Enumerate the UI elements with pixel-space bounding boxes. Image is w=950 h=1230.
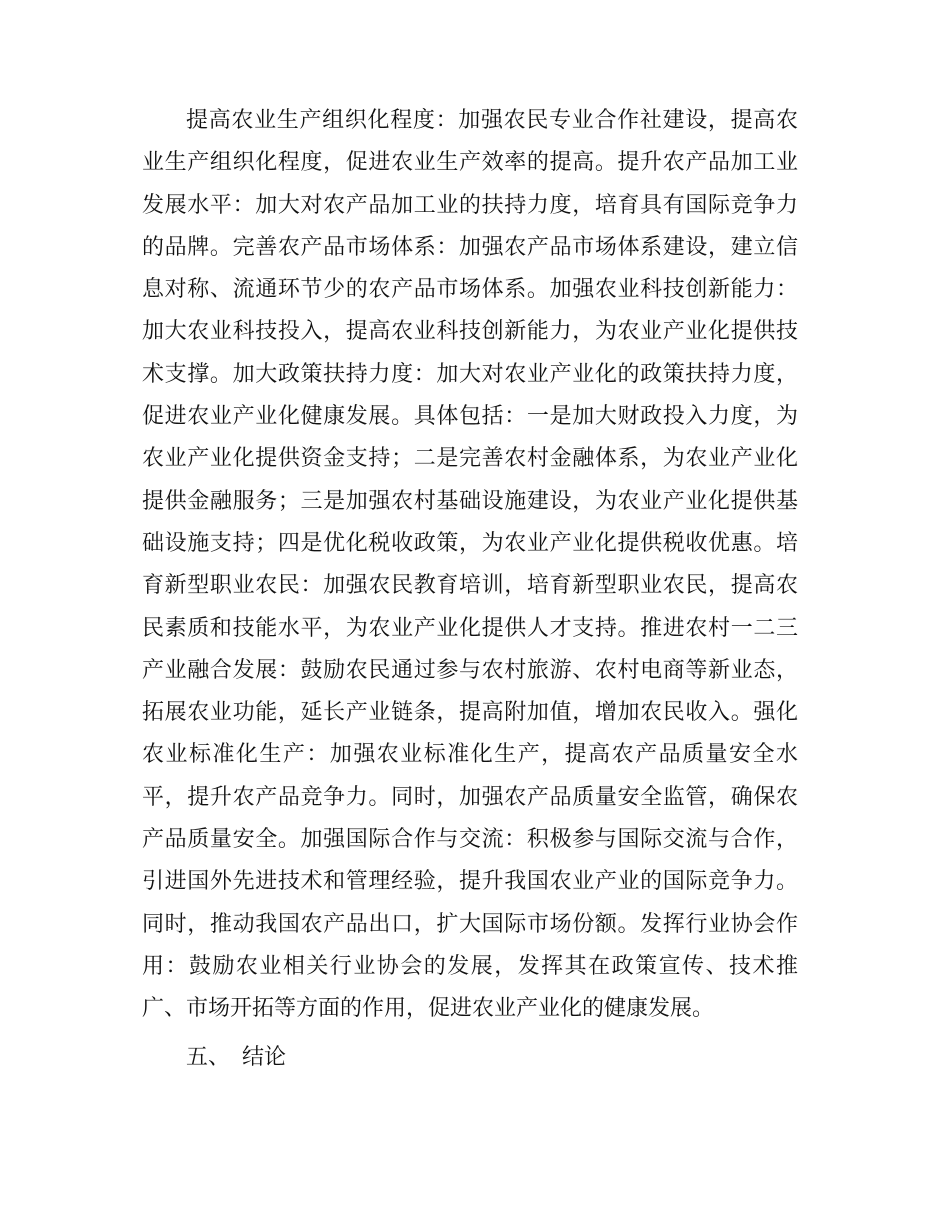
body-paragraph: 提高农业生产组织化程度：加强农民专业合作社建设，提高农业生产组织化程度，促进农业生产效率的提高。提升农产品加工业发展水平：加大对农产品加工业的扶持力度，培育具有国际竞争力的品牌。完善农产品市场体系：加强农产品市场体系建设，建立信息对称、流通环节少的农产品市场体系。加强农业科技创新能力：加大农业科技投入，提高农业科技创新能力，为农业产业化提供技术支撑。加大政策扶持力度：加大对农业产业化的政策扶持力度，促进农业产业化健康发展。具体包括：一是加大财政投入力度，为农业产业化提供资金支持；二是完善农村金融体系，为农业产业化提供金融服务；三是加强农村基础设施建设，为农业产业化提供基础设施支持；四是优化税收政策，为农业产业化提供税收优惠。培育新型职业农民：加强农民教育培训，培育新型职业农民，提高农民素质和技能水平，为农业产业化提供人才支持。推进农村一二三产业融合发展：鼓励农民通过参与农村旅游、农村电商等新业态，拓展农业功能，延长产业链条，提高附加值，增加农民收入。强化农业标准化生产：加强农业标准化生产，提高农产品质量安全水平，提升农产品竞争力。同时，加强农产品质量安全监管，确保农产品质量安全。加强国际合作与交流：积极参与国际交流与合作，引进国外先进技术和管理经验，提升我国农业产业的国际竞争力。同时，推动我国农产品出口，扩大国际市场份额。发挥行业协会作用：鼓励农业相关行业协会的发展，发挥其在政策宣传、技术推广、市场开拓等方面的作用，促进农业产业化的健康发展。 xyxy=(142,108,798,1022)
section-title: 结论 xyxy=(242,1044,287,1070)
document-page xyxy=(142,100,798,1079)
section-number: 五、 xyxy=(186,1044,231,1070)
section-heading xyxy=(142,1037,798,1079)
